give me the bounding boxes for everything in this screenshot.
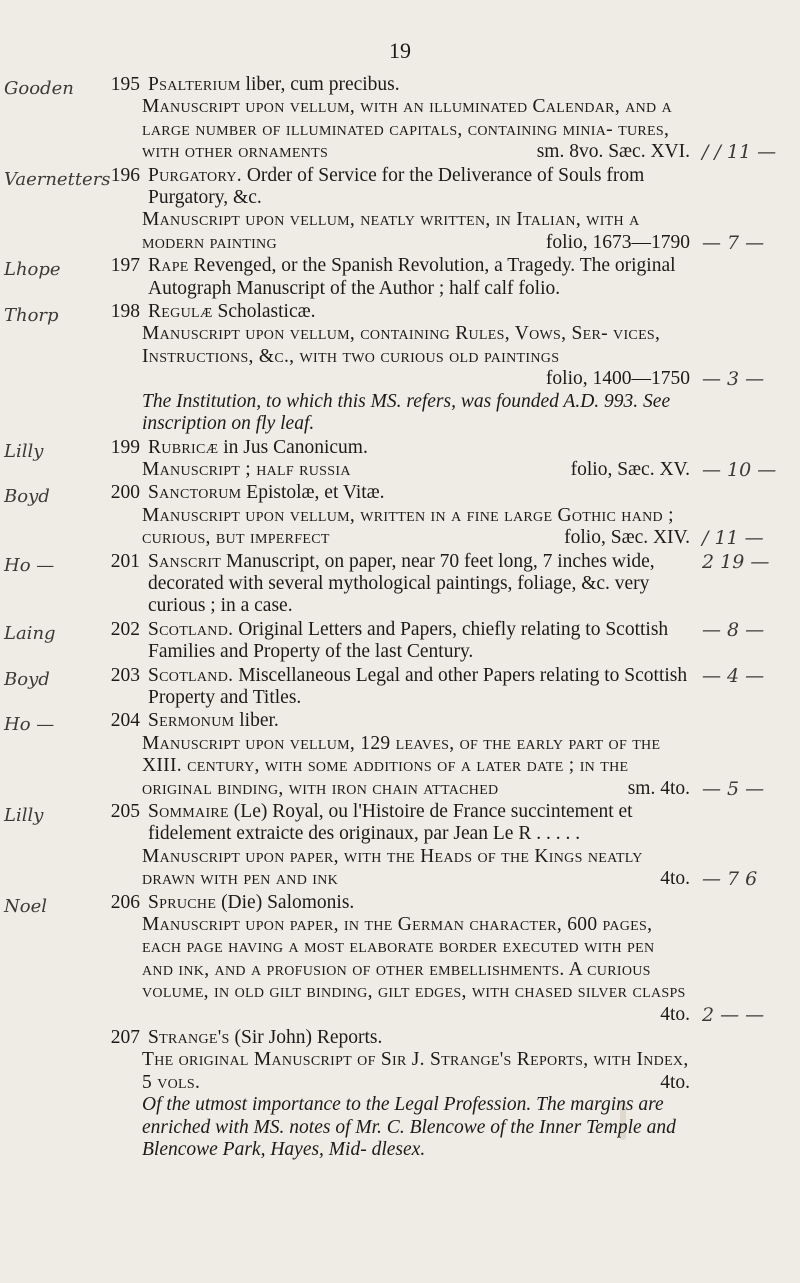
entry-title-line	[148, 665, 690, 710]
buyer-name-handwritten: Lilly	[4, 441, 44, 462]
entry-title-line	[148, 482, 690, 504]
buyer-name-handwritten: Gooden	[4, 78, 74, 99]
entry-title: Purgatory.	[148, 164, 242, 186]
entry-heading	[100, 301, 690, 323]
lot-number: 195	[110, 74, 140, 95]
entry-title-line	[148, 801, 690, 846]
entry-title: Scotland.	[148, 618, 234, 640]
price-handwritten: 2 19 —	[702, 551, 770, 573]
entry-title-line	[148, 551, 690, 618]
entry-title-rest: Epistolæ, et Vitæ.	[241, 482, 385, 504]
entry-description	[100, 1049, 690, 1094]
entry-description-text: Manuscript upon vellum, with an illuminated Calendar, and a large number of illuminated capitals, containing minia- tures, with other ornaments	[142, 96, 672, 163]
entry-title: Sanscrit	[148, 550, 222, 572]
entry-description-text: Manuscript ; half russia	[142, 458, 351, 480]
lot-number: 198	[110, 301, 140, 323]
entry-title-rest: (Sir John) Reports.	[229, 1027, 383, 1049]
page-number: 19	[389, 38, 411, 63]
catalogue-entry	[100, 255, 690, 300]
entry-description	[100, 96, 690, 163]
entry-title: Strange's	[148, 1027, 230, 1049]
price-handwritten: — 7 6	[702, 868, 758, 890]
entry-format: folio, 1673—1790	[545, 231, 690, 253]
lot-number: 199	[110, 436, 140, 458]
entry-title-line	[148, 301, 690, 323]
entry-description	[100, 914, 690, 1026]
entry-heading	[100, 801, 690, 846]
entry-title-rest: (Le) Royal, ou l'Histoire de France succintement et fidelement extraicte des originaux, par Jean Le R . . . . .	[148, 801, 633, 845]
entry-title: Psalterium	[148, 74, 241, 95]
entry-title: Spruche	[148, 891, 217, 913]
entry-description	[100, 323, 690, 390]
price-handwritten: — 8 —	[702, 619, 765, 641]
buyer-name-handwritten: Vaernetters	[4, 169, 111, 190]
entry-format: folio, Sæc. XIV.	[564, 527, 690, 549]
entry-description-text: Manuscript upon vellum, 129 leaves, of the early part of the XIII. century, with some additions of a later date ; in the original binding, with iron chain attached	[142, 732, 661, 799]
entry-format: 4to.	[660, 868, 690, 890]
entry-title-line	[148, 165, 690, 210]
lot-number: 202	[110, 618, 140, 640]
price-handwritten: / / 11 —	[702, 141, 777, 163]
price-handwritten: — 3 —	[702, 368, 765, 390]
entry-title-rest: in Jus Canonicum.	[218, 436, 368, 458]
buyer-name-handwritten: Ho —	[4, 714, 55, 735]
lot-number: 204	[110, 710, 140, 732]
entry-title-rest: (Die) Salomonis.	[216, 891, 355, 913]
entry-format: sm. 4to.	[627, 777, 690, 799]
catalogue-entry	[100, 74, 690, 164]
entry-title: Sermonum	[148, 710, 235, 732]
buyer-name-handwritten: Boyd	[4, 486, 50, 507]
entry-title-rest: liber.	[234, 710, 279, 732]
entry-title-line	[148, 1027, 690, 1049]
entry-description-text: The original Manuscript of Sir J. Strange's Reports, with Index, 5 vols.	[142, 1049, 689, 1093]
entry-title-line	[148, 437, 690, 459]
entries-list	[100, 74, 690, 1163]
entry-format: folio, Sæc. XV.	[570, 458, 690, 480]
entry-description-text: Manuscript upon paper, in the German character, 600 pages, each page having a most elaborate border executed with pen and ink, and a profusion of other embellishments. A curious volume, in old gilt binding, gilt edges, with chased silver clasps	[142, 914, 686, 1003]
price-handwritten: — 4 —	[702, 665, 765, 687]
price-handwritten: — 10 —	[702, 459, 777, 481]
entry-note: Of the utmost importance to the Legal Profession. The margins are enriched with MS. notes of Mr. C. Blencowe of the Inner Temple and Blencowe Park, Hayes, Mid- dlesex.	[142, 1094, 676, 1161]
buyer-name-handwritten: Noel	[4, 896, 47, 917]
entry-title: Rape	[148, 255, 189, 277]
entry-title: Sommaire	[148, 801, 229, 822]
entry-title: Sanctorum	[148, 482, 242, 504]
price-handwritten: — 5 —	[702, 778, 765, 800]
entry-description	[100, 505, 690, 550]
lot-number: 197	[110, 255, 140, 277]
buyer-name-handwritten: Lhope	[4, 259, 61, 280]
entry-heading	[100, 551, 690, 618]
entry-description	[100, 733, 690, 800]
entry-title-rest: Original Letters and Papers, chiefly relating to Scottish Families and Property of the last Century.	[148, 618, 669, 663]
entry-title-rest: Manuscript, on paper, near 70 feet long, 7 inches wide, decorated with several mythological paintings, foliage, &c. very curious ; in a case.	[148, 550, 655, 617]
entry-title-rest: liber, cum precibus.	[240, 74, 400, 95]
entry-description	[100, 846, 690, 891]
buyer-name-handwritten: Boyd	[4, 669, 50, 690]
catalogue-entry	[100, 619, 690, 664]
price-handwritten: — 7 —	[702, 232, 765, 254]
entry-title-line	[148, 710, 690, 732]
entry-title: Scotland.	[148, 664, 234, 686]
entry-description-text: Manuscript upon vellum, neatly written, in Italian, with a modern painting	[142, 209, 640, 253]
catalogue-entry	[100, 437, 690, 482]
catalogue-entry	[100, 892, 690, 1026]
lot-number: 203	[110, 664, 140, 686]
catalogue-entry	[100, 165, 690, 255]
entry-format: folio, 1400—1750	[545, 368, 690, 390]
entry-heading	[100, 74, 690, 96]
catalogue-entry	[100, 1027, 690, 1161]
lot-number: 206	[110, 891, 140, 913]
catalogue-entry	[100, 710, 690, 800]
entry-heading	[100, 892, 690, 914]
entry-heading	[100, 1027, 690, 1049]
entry-format: 4to.	[660, 1071, 690, 1093]
buyer-name-handwritten: Laing	[4, 623, 56, 644]
entry-heading	[100, 710, 690, 732]
price-handwritten: / 11 —	[702, 527, 764, 549]
entry-description	[100, 209, 690, 254]
entry-heading	[100, 665, 690, 710]
entry-title-line	[148, 619, 690, 664]
entry-format: 4to.	[660, 1003, 690, 1025]
entry-heading	[100, 619, 690, 664]
entry-heading	[100, 255, 690, 300]
entry-description	[100, 459, 690, 481]
entry-title-rest: Revenged, or the Spanish Revolution, a Tragedy. The original Autograph Manuscript of the Author ; half calf folio.	[148, 255, 676, 299]
entry-description-text: Manuscript upon vellum, containing Rules, Vows, Ser- vices, Instructions, &c., with two curious old paintings	[142, 323, 661, 367]
buyer-name-handwritten: Thorp	[4, 305, 59, 326]
lot-number: 200	[110, 482, 140, 504]
entry-title-rest: Scholasticæ.	[212, 301, 316, 323]
buyer-name-handwritten: Lilly	[4, 805, 44, 826]
catalogue-entry	[100, 301, 690, 435]
entry-note: The Institution, to which this MS. refers, was founded A.D. 993. See inscription on fly leaf.	[142, 390, 671, 435]
lot-number: 196	[110, 164, 140, 186]
lot-number: 201	[110, 550, 140, 572]
entry-title-line	[148, 892, 690, 914]
catalogue-entry	[100, 801, 690, 891]
entry-format: sm. 8vo. Sæc. XVI.	[536, 141, 690, 163]
entry-title-rest: Miscellaneous Legal and other Papers relating to Scottish Property and Titles.	[148, 664, 688, 708]
lot-number: 205	[110, 801, 140, 822]
price-handwritten: 2 — —	[702, 1004, 765, 1026]
entry-heading	[100, 482, 690, 504]
catalogue-entry	[100, 665, 690, 710]
entry-description-text: Manuscript upon paper, with the Heads of the Kings neatly drawn with pen and ink	[142, 845, 643, 890]
entry-title-line	[148, 255, 690, 300]
catalogue-entry	[100, 551, 690, 618]
entry-description-text: Manuscript upon vellum, written in a fine large Gothic hand ; curious, but imperfect	[142, 504, 674, 549]
buyer-name-handwritten: Ho —	[4, 555, 55, 576]
entry-title-line	[148, 74, 690, 96]
lot-number: 207	[110, 1027, 140, 1049]
entry-title-rest: Order of Service for the Deliverance of Souls from Purgatory, &c.	[148, 164, 645, 209]
entry-title: Regulæ	[148, 301, 213, 323]
entry-heading	[100, 437, 690, 459]
catalogue-entry	[100, 482, 690, 549]
entry-title: Rubricæ	[148, 436, 219, 458]
entry-heading	[100, 165, 690, 210]
